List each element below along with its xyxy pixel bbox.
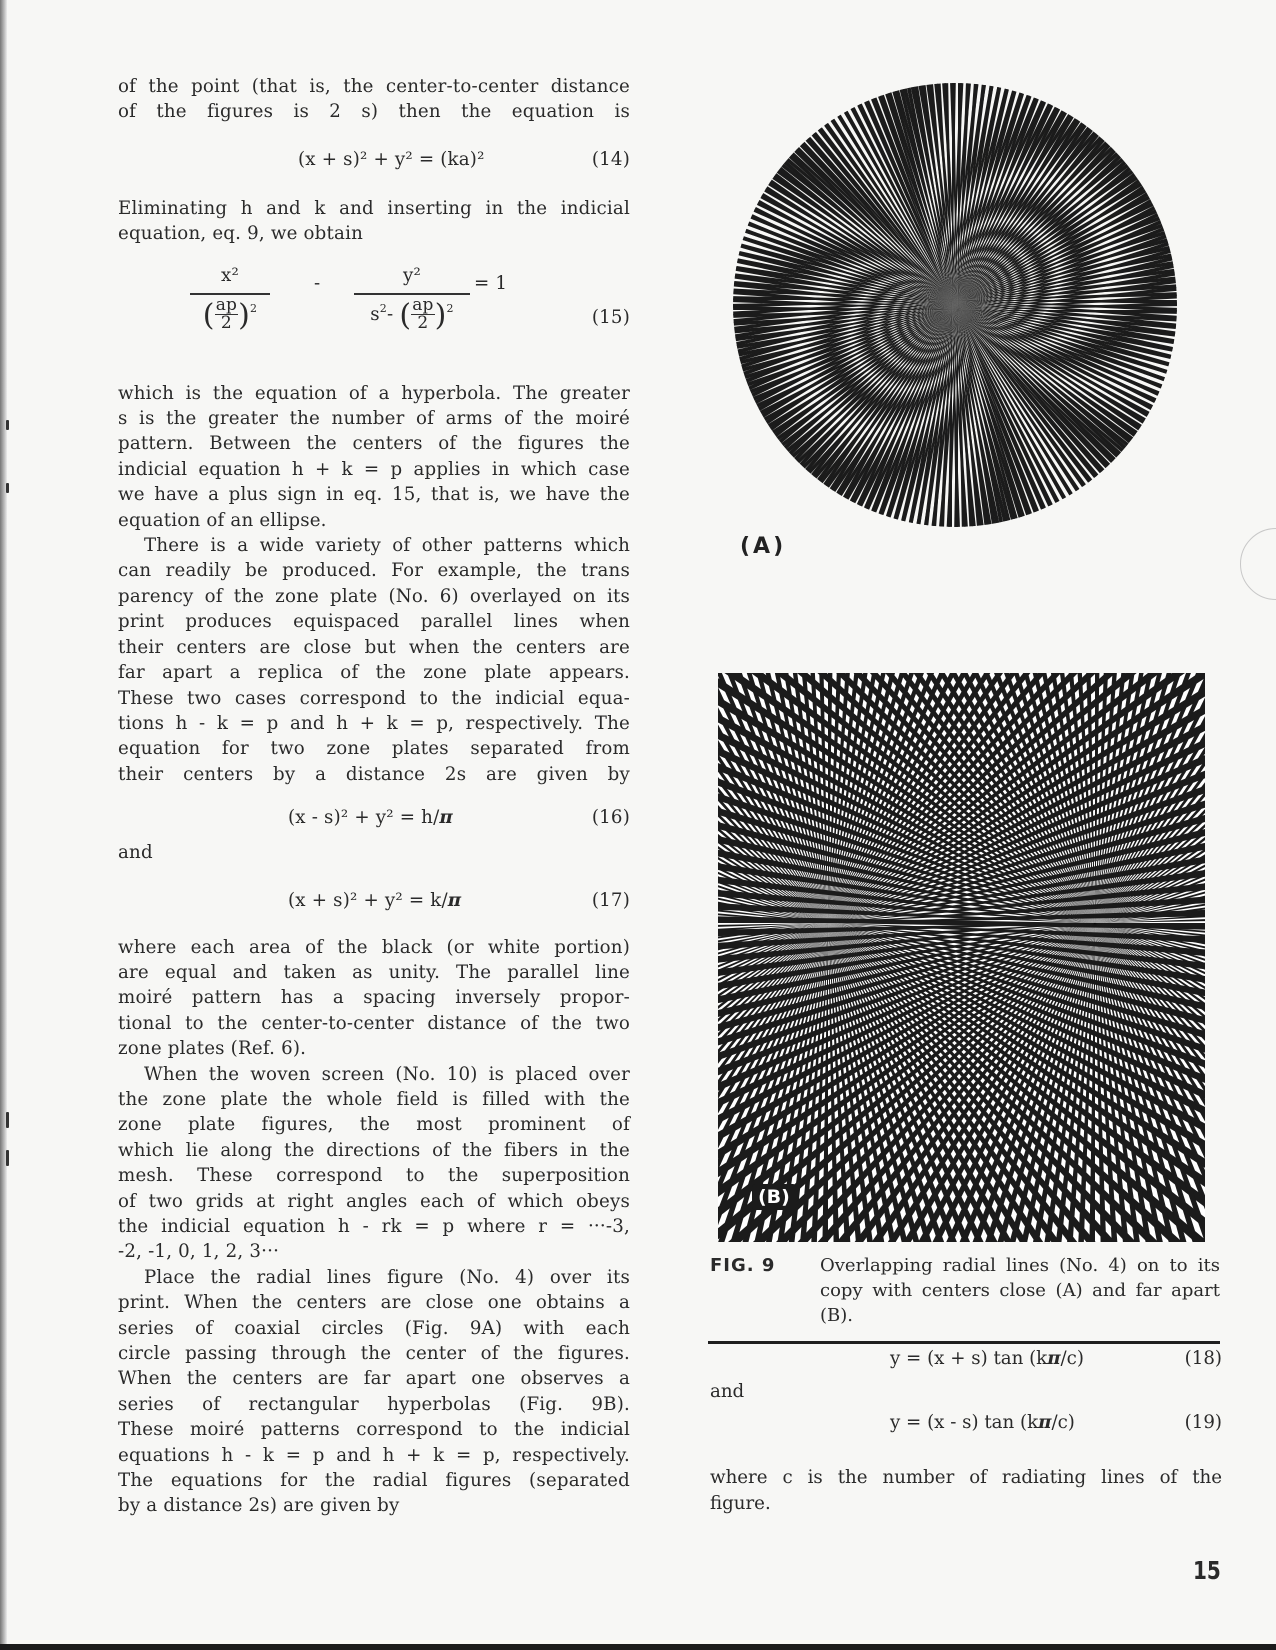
equation-text: /c) — [1060, 1348, 1084, 1369]
text-line: of the point (that is, the center-to-center distance — [118, 76, 630, 97]
text-line: we have a plus sign in eq. 15, that is, we have the — [118, 484, 630, 506]
pi-symbol: π — [439, 807, 453, 829]
exponent: 2 — [379, 301, 387, 315]
text-line: Eliminating h and k and inserting in the indicial — [118, 197, 630, 219]
and-text: and — [710, 1381, 745, 1402]
paragraph — [118, 196, 630, 247]
fraction-term-1 — [190, 261, 270, 334]
equation-18 — [710, 1346, 1222, 1371]
text-line: the zone plate the whole field is filled with the — [118, 1088, 630, 1110]
figure-9b-image — [718, 673, 1205, 1242]
paragraph — [118, 935, 630, 1062]
paragraph — [710, 1465, 1222, 1516]
figure-9b-hyperbolas — [718, 673, 1205, 1242]
text-line: are equal and taken as unity. The parallel line — [118, 961, 630, 983]
equation-body — [890, 1346, 1084, 1371]
text-line: There is a wide variety of other patterns which — [144, 535, 630, 557]
text-line: mesh. These correspond to the superposition — [118, 1165, 630, 1187]
equation-body — [288, 805, 453, 830]
denominator: ( $\frac{ap}{2}$ )$^2$ — [202, 295, 258, 334]
equation-19 — [710, 1410, 1222, 1435]
text-line: tions h - k = p and h + k = p, respectively. The — [118, 712, 630, 734]
equation-text: y = (x + s) tan (k — [890, 1348, 1048, 1369]
text-line: their centers by a distance 2s are given by — [118, 763, 630, 785]
equation-14 — [118, 147, 630, 172]
text-line: print produces equispaced parallel lines when — [118, 611, 630, 633]
punch-hole-mark — [1240, 528, 1276, 600]
equation-body — [890, 1410, 1075, 1435]
equation-17 — [118, 888, 630, 913]
text-line: When the woven screen (No. 10) is placed over — [144, 1063, 630, 1085]
horizontal-rule — [708, 1341, 1220, 1344]
paragraph — [118, 1265, 630, 1519]
text-line: equation for two zone plates separated from — [118, 738, 630, 760]
text-line: The equations for the radial figures (separated — [118, 1470, 630, 1492]
equation-15 — [118, 261, 630, 371]
equation-body — [288, 888, 461, 913]
ap-text: ap — [412, 295, 434, 316]
text-line: equations h - k = p and h + k = p, respectively. — [118, 1444, 630, 1466]
equation-text: /c) — [1051, 1412, 1075, 1434]
left-text-column — [118, 74, 630, 1519]
page-number: 15 — [1193, 1556, 1221, 1585]
margin-mark — [6, 1150, 9, 1166]
text-line: which is the equation of a hyperbola. The greater — [118, 382, 630, 404]
text-line: series of rectangular hyperbolas (Fig. 9B). — [118, 1393, 630, 1415]
margin-mark — [6, 420, 9, 430]
equation-text: y = (x - s) tan (k — [890, 1412, 1039, 1434]
denominator: $s^2-$ ( $\frac{ap}{2}$ )$^2$ — [370, 295, 454, 334]
text-line: moiré pattern has a spacing inversely propor- — [118, 987, 630, 1009]
paragraph — [118, 381, 630, 533]
margin-mark — [6, 483, 9, 493]
text-line: of the figures is 2 s) then the equation is — [118, 101, 630, 123]
exponent: 2 — [250, 301, 258, 315]
text-line: parency of the zone plate (No. 6) overlayed on its — [118, 585, 630, 607]
text-line: far apart a replica of the zone plate appears. — [118, 662, 630, 684]
paragraph — [118, 533, 630, 787]
text-line: which lie along the directions of the fibers in the — [118, 1139, 630, 1161]
minus-operator: - — [314, 272, 321, 294]
equation-16 — [118, 805, 630, 830]
equation-body: (x + s)² + y² = (ka)² — [298, 148, 485, 170]
text-line: -2, -1, 0, 1, 2, 3··· — [118, 1241, 280, 1263]
pi-symbol: π — [447, 889, 462, 911]
equation-number: (17) — [591, 889, 630, 911]
text-line: s is the greater the number of arms of the moiré — [118, 408, 630, 430]
margin-mark — [6, 1112, 9, 1128]
two-text: 2 — [417, 313, 429, 334]
text-line: zone plates (Ref. 6). — [118, 1038, 307, 1060]
equation-number: (16) — [591, 807, 630, 829]
and-text: and — [118, 842, 153, 864]
figure-label-a: (A) — [740, 534, 787, 559]
text-line: tional to the center-to-center distance of the two — [118, 1012, 630, 1034]
text-line: These moiré patterns correspond to the indicial — [118, 1419, 630, 1441]
text-line: can readily be produced. For example, the trans — [118, 560, 630, 582]
equation-number: (15) — [591, 306, 630, 328]
text-line: by a distance 2s) are given by — [118, 1495, 400, 1517]
page-spine-shadow — [0, 0, 7, 1650]
text-line: circle passing through the center of the figures. — [118, 1343, 630, 1365]
two-text: 2 — [220, 313, 232, 334]
pi-symbol: π — [1038, 1412, 1052, 1434]
exponent: 2 — [446, 301, 454, 315]
caption-text: Overlapping radial lines (No. 4) on to its copy with centers close (A) and far apart (B). — [820, 1255, 1220, 1326]
equation-number: (19) — [1184, 1412, 1222, 1434]
text-line: the indicial equation h - rk = p where r = ···-3, — [118, 1216, 630, 1237]
text-line: series of coaxial circles (Fig. 9A) with each — [118, 1317, 630, 1339]
text-line: When the centers are far apart one observes a — [118, 1368, 630, 1390]
equation-text: (x + s)² + y² = k/ — [288, 889, 448, 911]
figure-9a-image — [690, 60, 1210, 580]
text-line: figure. — [710, 1492, 771, 1514]
text-line: where each area of the black (or white portion) — [118, 936, 630, 958]
text-line: equation, eq. 9, we obtain — [118, 223, 364, 245]
page-bottom-edge — [0, 1644, 1276, 1650]
paragraph — [118, 1062, 630, 1265]
text-line: pattern. Between the centers of the figures the — [118, 433, 630, 455]
equation-number: (18) — [1184, 1348, 1222, 1369]
text-line: print. When the centers are close one obtains a — [118, 1292, 630, 1314]
text-line: zone plate figures, the most prominent of — [118, 1114, 630, 1136]
intro-paragraph — [118, 74, 630, 125]
equals-one: = 1 — [474, 272, 508, 294]
text-line: Place the radial lines figure (No. 4) over its — [144, 1266, 630, 1288]
figure-caption — [710, 1253, 1220, 1328]
fraction-term-2 — [354, 261, 470, 334]
caption-tag: FIG. 9 — [710, 1255, 776, 1276]
numerator: y² — [403, 264, 421, 286]
pi-symbol: π — [1047, 1348, 1061, 1369]
right-text-column — [710, 1346, 1222, 1516]
figure-9a-coaxial-circles — [690, 60, 1210, 580]
text-line: equation of an ellipse. — [118, 509, 327, 531]
equation-text: (x - s)² + y² = h/ — [288, 807, 440, 829]
ap-text: ap — [215, 295, 238, 316]
text-line: indicial equation h + k = p applies in which case — [118, 458, 630, 480]
text-line: These two cases correspond to the indicial equa- — [118, 687, 630, 709]
text-line: of two grids at right angles each of which obeys — [118, 1190, 630, 1212]
equation-number: (14) — [591, 148, 630, 170]
numerator: x² — [221, 264, 239, 286]
s-text: s — [370, 303, 380, 325]
figure-label-b: (B) — [752, 1184, 796, 1210]
text-line: their centers are close but when the centers are — [118, 636, 630, 658]
text-line: where c is the number of radiating lines of the — [710, 1467, 1222, 1489]
